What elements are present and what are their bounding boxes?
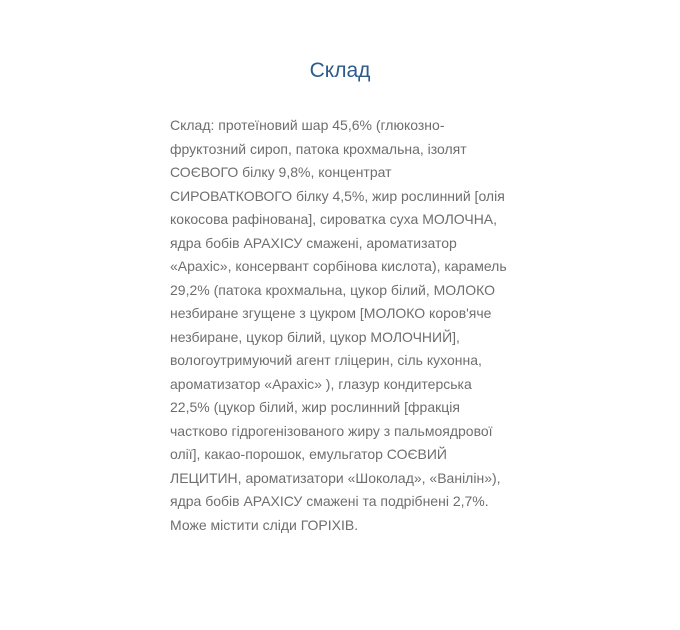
composition-line: 29,2% (патока крохмальна, цукор білий, МОЛОКО	[170, 281, 496, 298]
composition-line: ядра бобів АРАХІСУ смажені, ароматизатор	[170, 234, 457, 251]
composition-line: фруктозний сироп, патока крохмальна, ізолят	[170, 140, 467, 157]
composition-line: незбиране згущене з цукром [МОЛОКО коров'яче	[170, 305, 492, 321]
composition-line: ядра бобів АРАХІСУ смажені та подрібнені 2,7%.	[170, 493, 489, 509]
composition-text	[170, 114, 542, 537]
composition-line: 22,5% (цукор білий, жир рослинний [фракція	[170, 399, 460, 415]
composition-line: кокосова рафінована], сироватка суха МОЛОЧНА,	[170, 211, 498, 227]
composition-line: Склад: протеїновий шар 45,6% (глюкозно-	[170, 117, 445, 133]
section-title: Склад	[309, 59, 371, 82]
composition-line: Може містити сліди ГОРІХІВ.	[170, 516, 359, 533]
composition-line: вологоутримуючий агент гліцерин, сіль кухонна,	[170, 352, 482, 368]
composition-line: олії], какао-порошок, емульгатор СОЄВИЙ	[170, 446, 447, 462]
composition-line: СОЄВОГО білку 9,8%, концентрат	[170, 164, 392, 180]
composition-line: ароматизатор «Арахіс» ), глазур кондитерська	[170, 375, 472, 392]
composition-line: незбиране, цукор білий, цукор МОЛОЧНИЙ],	[170, 328, 460, 345]
composition-line: «Арахіс», консервант сорбінова кислота), карамель	[170, 258, 507, 274]
composition-line: СИРОВАТКОВОГО білку 4,5%, жир рослинний [олія	[170, 187, 505, 204]
composition-line: частково гідрогенізованого жиру з пальмоядрової	[170, 422, 493, 439]
composition-line: ЛЕЦИТИН, ароматизатори «Шоколад», «Ванілін»),	[170, 469, 501, 486]
